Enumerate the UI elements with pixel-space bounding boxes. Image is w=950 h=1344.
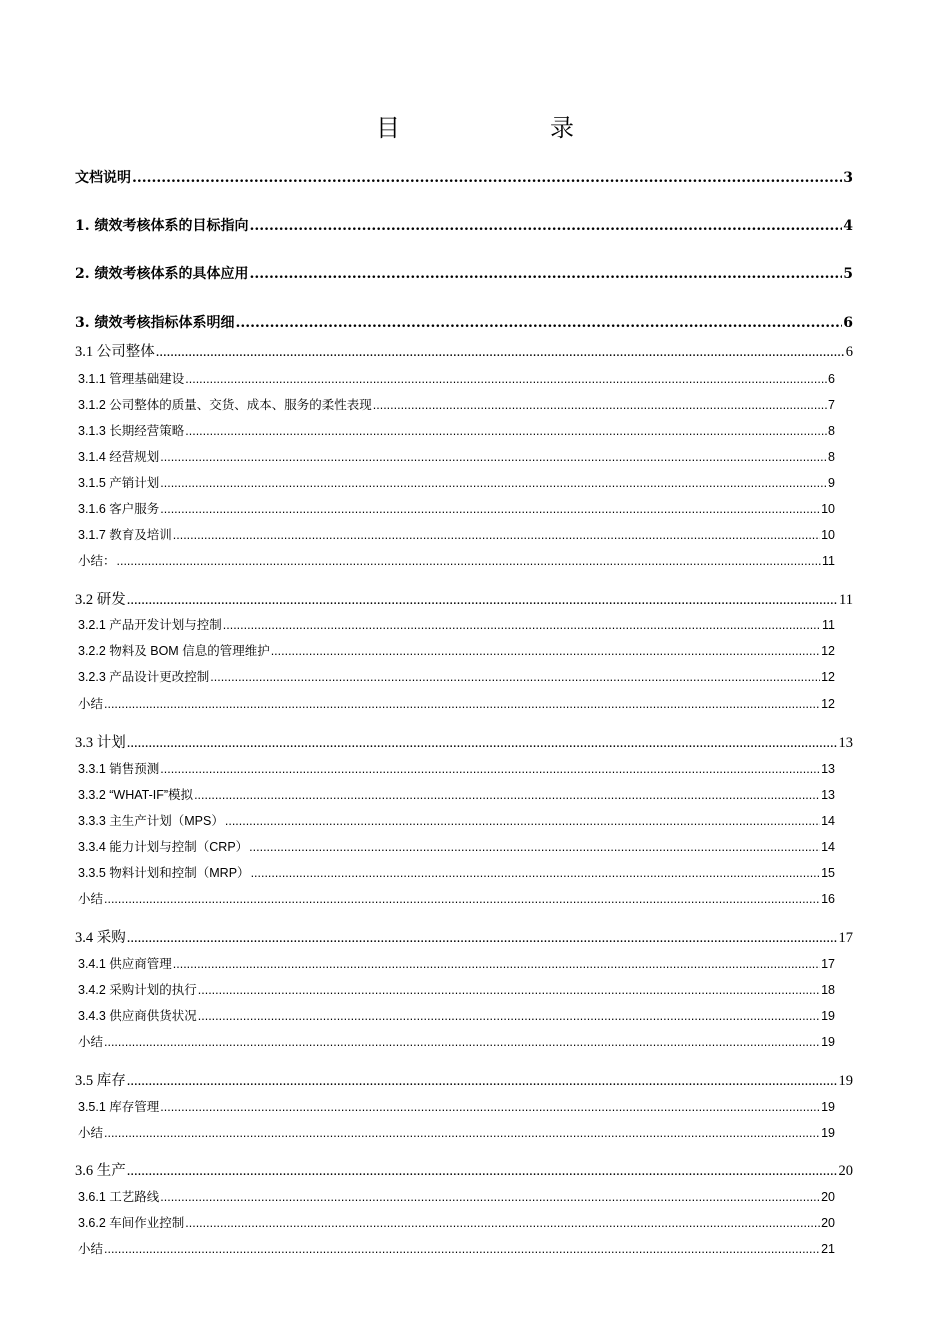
toc-entry-page-number: 8 xyxy=(828,424,835,438)
toc-entry-label: 3.3.4 能力计划与控制（CRP） xyxy=(78,840,249,854)
toc-entry-page-number: 18 xyxy=(821,983,835,997)
toc-entry-page-number: 8 xyxy=(828,450,835,464)
toc-entry[interactable] xyxy=(75,588,853,609)
toc-entry-page-number: 20 xyxy=(838,1163,853,1179)
toc-entry-label: 3.3.5 物料计划和控制（MRP） xyxy=(78,866,250,880)
toc-leader-dots xyxy=(251,866,821,880)
toc-entry-label: 3.1.7 教育及培训 xyxy=(78,528,172,542)
toc-entry-page-number: 13 xyxy=(821,762,835,776)
toc-entry[interactable] xyxy=(78,421,835,439)
toc-entry-page-number: 15 xyxy=(821,866,835,880)
toc-entry[interactable] xyxy=(75,215,853,235)
toc-entry[interactable] xyxy=(78,1239,835,1257)
toc-leader-dots xyxy=(127,930,838,947)
toc-entry-page-number: 6 xyxy=(828,372,835,386)
toc-entry[interactable] xyxy=(78,525,835,543)
toc-entry-page-number: 3 xyxy=(843,170,853,186)
toc-entry-label: 3.1.4 经营规划 xyxy=(78,450,160,464)
toc-leader-dots xyxy=(132,170,842,186)
toc-entry[interactable] xyxy=(78,1187,835,1205)
toc-entry-label: 2. 绩效考核体系的具体应用 xyxy=(75,266,249,282)
toc-leader-dots xyxy=(223,618,821,632)
toc-entry[interactable] xyxy=(78,1006,835,1024)
toc-entry[interactable] xyxy=(78,759,835,777)
toc-entry[interactable] xyxy=(78,1097,835,1115)
toc-entry[interactable] xyxy=(78,551,835,569)
toc-entry-label: 3.1.3 长期经营策略 xyxy=(78,424,185,438)
toc-entry-label: 小结 xyxy=(78,697,104,711)
toc-entry-label: 3.3.2 “WHAT-IF”模拟 xyxy=(78,788,194,802)
toc-entry-page-number: 16 xyxy=(821,892,835,906)
toc-entry-page-number: 13 xyxy=(821,788,835,802)
toc-leader-dots xyxy=(271,644,820,658)
toc-entry[interactable] xyxy=(78,641,835,659)
toc-entry-page-number: 19 xyxy=(821,1100,835,1114)
toc-leader-dots xyxy=(249,840,820,854)
toc-entry-label: 3.4.1 供应商管理 xyxy=(78,957,172,971)
toc-entry-page-number: 9 xyxy=(828,476,835,490)
page-title xyxy=(0,108,950,143)
toc-entry[interactable] xyxy=(75,1159,853,1180)
toc-entry-page-number: 19 xyxy=(821,1035,835,1049)
toc-leader-dots xyxy=(236,315,843,331)
toc-leader-dots xyxy=(198,983,820,997)
toc-entry[interactable] xyxy=(78,615,835,633)
toc-entry-label: 3. 绩效考核指标体系明细 xyxy=(75,315,235,331)
toc-leader-dots xyxy=(185,372,827,386)
toc-leader-dots xyxy=(104,892,820,906)
toc-entry-label: 3.6.1 工艺路线 xyxy=(78,1190,160,1204)
toc-entry-label: 3.6 生产 xyxy=(75,1163,126,1179)
toc-entry-page-number: 19 xyxy=(838,1073,853,1089)
toc-entry[interactable] xyxy=(78,499,835,517)
toc-entry-label: 文档说明 xyxy=(75,170,131,186)
toc-entry[interactable] xyxy=(78,1213,835,1231)
toc-entry-page-number: 13 xyxy=(838,735,853,751)
toc-entry-page-number: 7 xyxy=(828,398,835,412)
toc-leader-dots xyxy=(160,1100,820,1114)
toc-entry-page-number: 19 xyxy=(821,1126,835,1140)
toc-entry-page-number: 12 xyxy=(821,670,835,684)
toc-entry[interactable] xyxy=(75,263,853,283)
toc-entry[interactable] xyxy=(75,926,853,947)
toc-entry-page-number: 19 xyxy=(821,1009,835,1023)
toc-leader-dots xyxy=(185,1216,820,1230)
toc-leader-dots xyxy=(225,814,820,828)
toc-entry-page-number: 14 xyxy=(821,814,835,828)
toc-entry[interactable] xyxy=(78,694,835,712)
toc-entry-page-number: 20 xyxy=(821,1216,835,1230)
toc-entry-page-number: 17 xyxy=(838,930,853,946)
toc-entry-page-number: 10 xyxy=(821,528,835,542)
toc-leader-dots xyxy=(160,762,820,776)
toc-entry-label: 小结 xyxy=(78,1242,104,1256)
toc-entry-page-number: 20 xyxy=(821,1190,835,1204)
toc-entry[interactable] xyxy=(78,889,835,907)
toc-leader-dots xyxy=(250,218,843,234)
toc-entry-label: 3.2.2 物料及 BOM 信息的管理维护 xyxy=(78,644,270,658)
toc-entry-label: 3.6.2 车间作业控制 xyxy=(78,1216,185,1230)
toc-entry-label: 3.1.6 客户服务 xyxy=(78,502,160,516)
toc-leader-dots xyxy=(250,266,843,282)
page-title-char-2: 录 xyxy=(550,114,574,142)
toc-leader-dots xyxy=(173,957,820,971)
toc-entry-label: 小结 xyxy=(78,1035,104,1049)
toc-entry-label: 3.4.3 供应商供货状况 xyxy=(78,1009,197,1023)
toc-entry-label: 3.2.1 产品开发计划与控制 xyxy=(78,618,222,632)
toc-entry[interactable] xyxy=(75,167,853,187)
toc-leader-dots xyxy=(194,788,820,802)
toc-entry-page-number: 17 xyxy=(821,957,835,971)
toc-entry[interactable] xyxy=(78,980,835,998)
toc-entry-label: 3.2 研发 xyxy=(75,592,126,608)
toc-entry[interactable] xyxy=(78,785,835,803)
toc-entry-label: 3.3.1 销售预测 xyxy=(78,762,160,776)
toc-leader-dots xyxy=(104,1035,820,1049)
toc-entry[interactable] xyxy=(75,340,853,361)
toc-entry[interactable] xyxy=(78,395,835,413)
toc-entry-page-number: 6 xyxy=(845,344,853,360)
toc-leader-dots xyxy=(160,476,827,490)
toc-leader-dots xyxy=(127,592,838,609)
toc-entry-page-number: 21 xyxy=(821,1242,835,1256)
toc-leader-dots xyxy=(185,424,827,438)
page-title-char-1: 目 xyxy=(376,114,400,142)
toc-entry-label: 3.1.2 公司整体的质量、交货、成本、服务的柔性表现 xyxy=(78,398,372,412)
toc-entry-label: 3.4 采购 xyxy=(75,930,126,946)
toc-entry-label: 3.1.5 产销计划 xyxy=(78,476,160,490)
toc-leader-dots xyxy=(373,398,827,412)
toc-entry[interactable] xyxy=(75,312,853,332)
toc-leader-dots xyxy=(104,1126,820,1140)
toc-leader-dots xyxy=(160,450,827,464)
toc-entry-label: 小结 xyxy=(78,892,104,906)
toc-leader-dots xyxy=(104,697,820,711)
toc-leader-dots xyxy=(104,1242,820,1256)
toc-entry-page-number: 12 xyxy=(821,644,835,658)
toc-entry[interactable] xyxy=(78,667,835,685)
toc-leader-dots xyxy=(127,1163,838,1180)
toc-leader-dots xyxy=(173,528,820,542)
toc-entry-label: 3.3 计划 xyxy=(75,735,126,751)
toc-entry[interactable] xyxy=(75,731,853,752)
toc-leader-dots xyxy=(160,502,820,516)
toc-leader-dots xyxy=(127,1073,838,1090)
toc-entry-label: 3.5 库存 xyxy=(75,1073,126,1089)
toc-leader-dots xyxy=(160,1190,820,1204)
toc-leader-dots xyxy=(156,344,845,361)
toc-entry-page-number: 11 xyxy=(839,592,853,608)
toc-entry-label: 3.4.2 采购计划的执行 xyxy=(78,983,197,997)
toc-entry-label: 3.3.3 主生产计划（MPS） xyxy=(78,814,224,828)
toc-entry[interactable] xyxy=(78,954,835,972)
toc-entry-page-number: 6 xyxy=(843,315,853,331)
toc-entry[interactable] xyxy=(78,447,835,465)
toc-entry-page-number: 12 xyxy=(821,697,835,711)
toc-entry[interactable] xyxy=(78,473,835,491)
toc-entry-page-number: 5 xyxy=(843,266,853,282)
toc-leader-dots xyxy=(198,1009,820,1023)
toc-entry-label: 3.2.3 产品设计更改控制 xyxy=(78,670,210,684)
toc-entry-label: 1. 绩效考核体系的目标指向 xyxy=(75,218,249,234)
toc-entry-label: 3.5.1 库存管理 xyxy=(78,1100,160,1114)
toc-entry-page-number: 14 xyxy=(821,840,835,854)
toc-entry[interactable] xyxy=(78,369,835,387)
toc-entry-page-number: 11 xyxy=(822,618,835,632)
toc-leader-dots xyxy=(127,735,838,752)
toc-leader-dots xyxy=(117,554,822,568)
toc-entry-page-number: 10 xyxy=(821,502,835,516)
toc-entry-page-number: 4 xyxy=(843,218,853,234)
toc-entry-page-number: 11 xyxy=(822,554,835,568)
toc-entry-label: 小结： xyxy=(78,554,116,568)
toc-entry[interactable] xyxy=(78,811,835,829)
toc-entry[interactable] xyxy=(78,1032,835,1050)
toc-leader-dots xyxy=(210,670,820,684)
toc-entry[interactable] xyxy=(78,1123,835,1141)
toc-entry-label: 3.1.1 管理基础建设 xyxy=(78,372,185,386)
toc-entry[interactable] xyxy=(75,1069,853,1090)
toc-entry-label: 小结 xyxy=(78,1126,104,1140)
toc-entry[interactable] xyxy=(78,837,835,855)
toc-entry-label: 3.1 公司整体 xyxy=(75,344,155,360)
toc-entry[interactable] xyxy=(78,863,835,881)
